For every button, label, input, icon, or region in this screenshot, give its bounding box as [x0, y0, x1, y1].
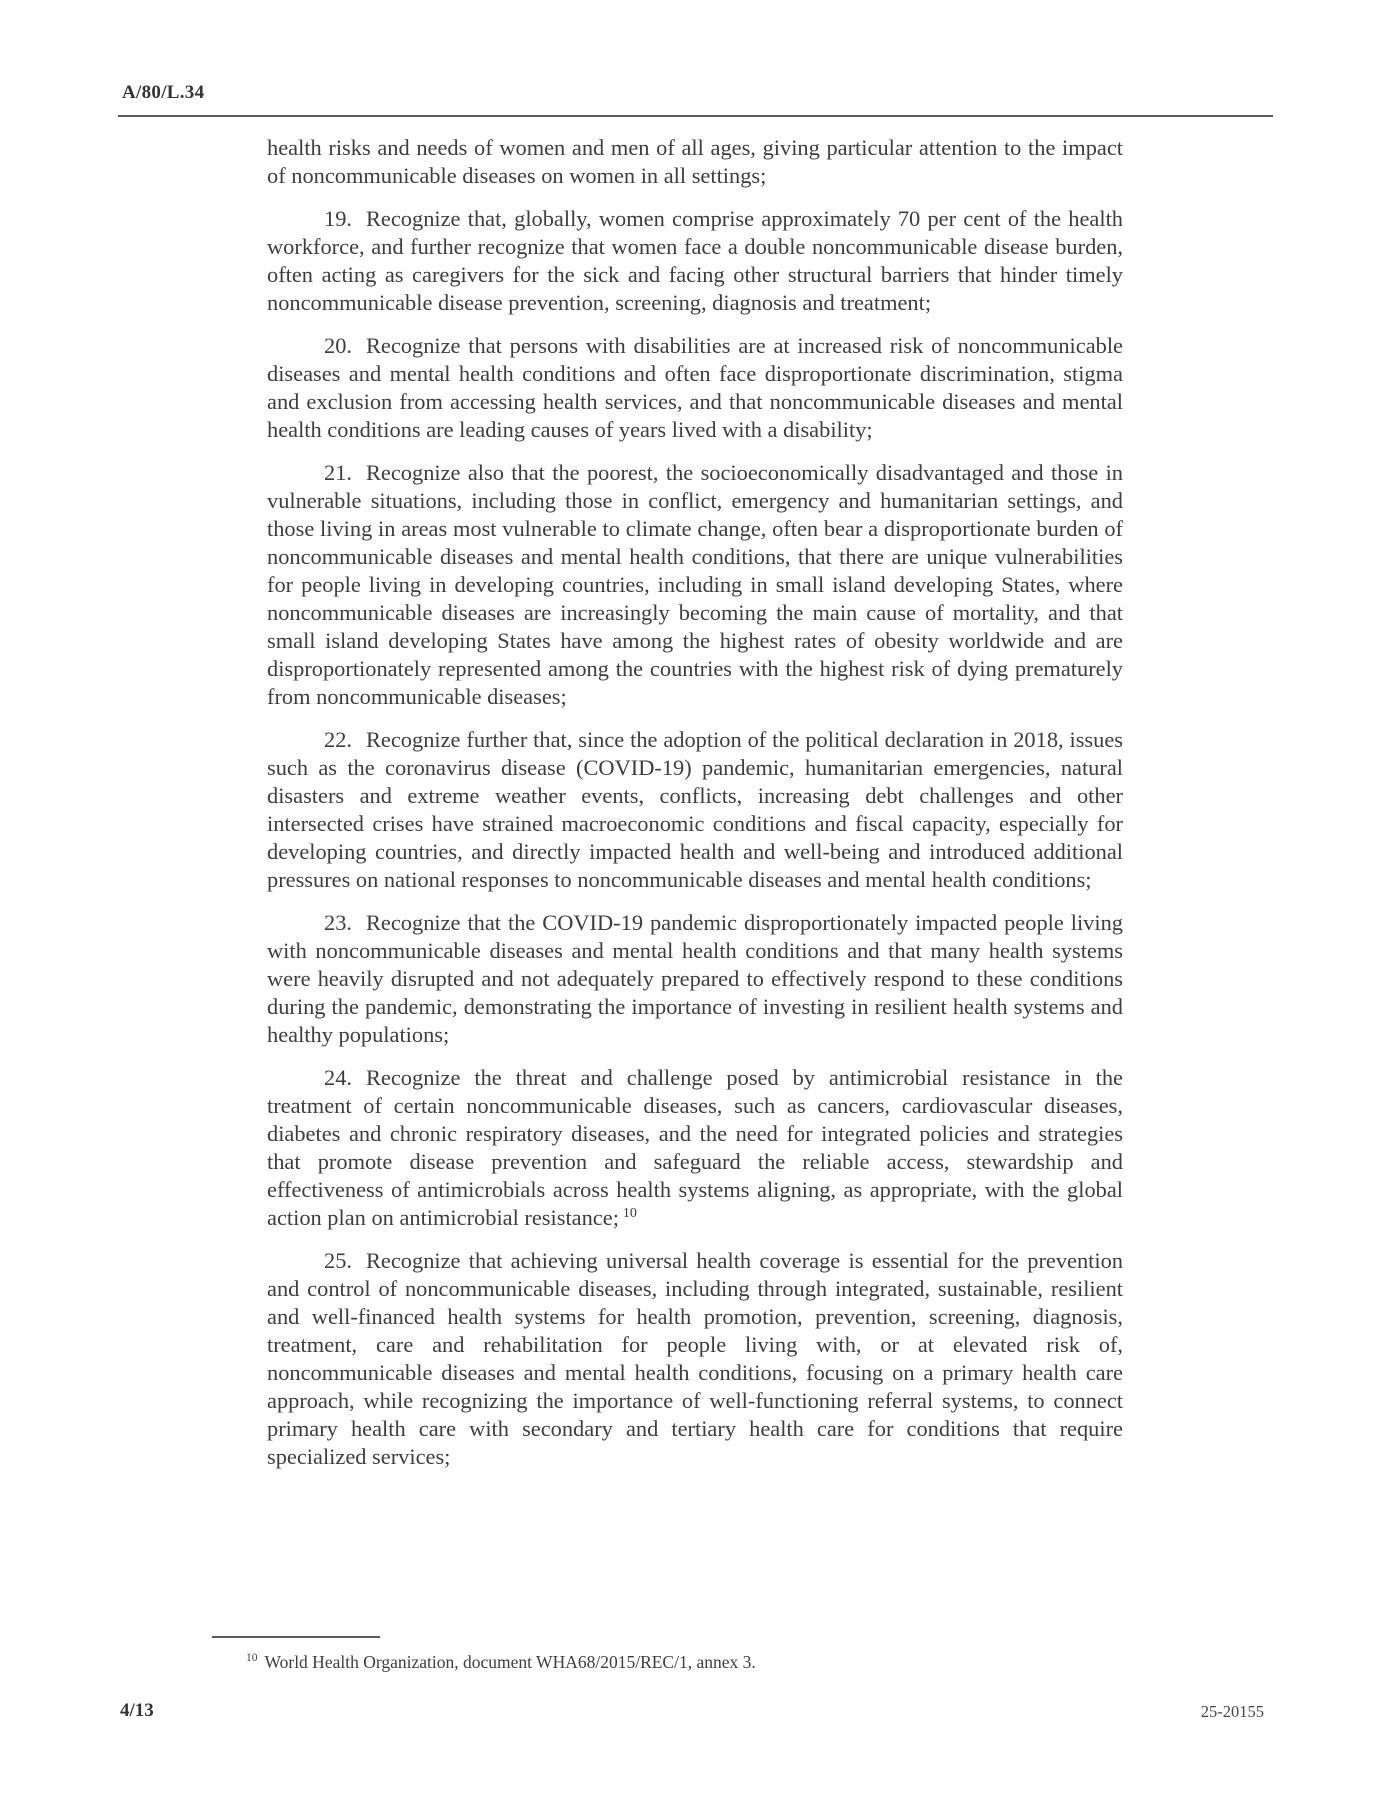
paragraph-number: 20. — [324, 333, 352, 358]
paragraph-number: 25. — [324, 1248, 352, 1273]
paragraph — [267, 459, 1123, 711]
paragraph-text: Recognize that the COVID-19 pandemic disproportionately impacted people living with noncommunicable diseases and mental health conditions and that many health systems were heavily disrupted and not adequately prepared to effectively respond to these conditions during the pandemic, demonstrating the importance of investing in resilient health systems and healthy populations; — [267, 910, 1123, 1047]
paragraph-number: 24. — [324, 1065, 352, 1090]
paragraph — [267, 134, 1123, 190]
footnote — [246, 1651, 1066, 1673]
document-body — [267, 134, 1123, 1471]
paragraph-text: Recognize that persons with disabilities are at increased risk of noncommunicable diseases and mental health conditions and often face disproportionate discrimination, stigma and exclusion from accessing health services, and that noncommunicable diseases and mental health conditions are leading causes of years lived with a disability; — [267, 333, 1123, 442]
paragraph-number: 21. — [324, 460, 352, 485]
paragraph-text: Recognize that, globally, women comprise approximately 70 per cent of the health workforce, and further recognize that women face a double noncommunicable disease burden, often acting as caregivers for the sick and facing other structural barriers that hinder timely noncommunicable disease prevention, screening, diagnosis and treatment; — [267, 206, 1123, 315]
paragraph — [267, 1064, 1123, 1232]
header-rule — [118, 115, 1273, 117]
job-number: 25-20155 — [1200, 1702, 1264, 1721]
paragraph-text: Recognize also that the poorest, the socioeconomically disadvantaged and those in vulnerable situations, including those in conflict, emergency and humanitarian settings, and those living in areas most vulnerable to climate change, often bear a disproportionate burden of noncommunicable diseases and mental health conditions, that there are unique vulnerabilities for people living in developing countries, including in small island developing States, where noncommunicable diseases are increasingly becoming the main cause of mortality, and that small island developing States have among the highest rates of obesity worldwide and are disproportionately represented among the countries with the highest risk of dying prematurely from noncommunicable diseases; — [267, 460, 1123, 709]
paragraph-text: Recognize further that, since the adoption of the political declaration in 2018, issues such as the coronavirus disease (COVID-19) pandemic, humanitarian emergencies, natural disasters and extreme weather events, conflicts, increasing debt challenges and other intersected crises have strained macroeconomic conditions and fiscal capacity, especially for developing countries, and directly impacted health and well-being and introduced additional pressures on national responses to noncommunicable diseases and mental health conditions; — [267, 727, 1123, 892]
paragraph — [267, 332, 1123, 444]
footnote-separator — [212, 1636, 380, 1638]
paragraph-text: health risks and needs of women and men of all ages, giving particular attention to the impact of noncommunicable diseases on women in all settings; — [267, 135, 1123, 188]
paragraph — [267, 726, 1123, 894]
paragraph — [267, 1247, 1123, 1471]
footnote-text: World Health Organization, document WHA68/2015/REC/1, annex 3. — [264, 1652, 756, 1672]
footnote-marker: 10 — [246, 1652, 258, 1665]
paragraph-number: 19. — [324, 206, 352, 231]
footnote-ref: 10 — [622, 1205, 637, 1221]
paragraph-text: Recognize the threat and challenge posed by antimicrobial resistance in the treatment of certain noncommunicable diseases, such as cancers, cardiovascular diseases, diabetes and chronic respiratory diseases, and the need for integrated policies and strategies that promote disease prevention and safeguard the reliable access, stewardship and effectiveness of antimicrobials across health systems aligning, as appropriate, with the global action plan on antimicrobial resistance; — [267, 1065, 1123, 1230]
paragraph — [267, 909, 1123, 1049]
paragraph-number: 22. — [324, 727, 352, 752]
paragraph — [267, 205, 1123, 317]
page-number: 4/13 — [120, 1700, 154, 1721]
paragraph-text: Recognize that achieving universal health coverage is essential for the prevention and control of noncommunicable diseases, including through integrated, sustainable, resilient and well-financed health systems for health promotion, prevention, screening, diagnosis, treatment, care and rehabilitation for people living with, or at elevated risk of, noncommunicable diseases and mental health conditions, focusing on a primary health care approach, while recognizing the importance of well-functioning referral systems, to connect primary health care with secondary and tertiary health care for conditions that require specialized services; — [267, 1248, 1123, 1469]
doc-symbol: A/80/L.34 — [122, 82, 205, 103]
paragraph-number: 23. — [324, 910, 352, 935]
